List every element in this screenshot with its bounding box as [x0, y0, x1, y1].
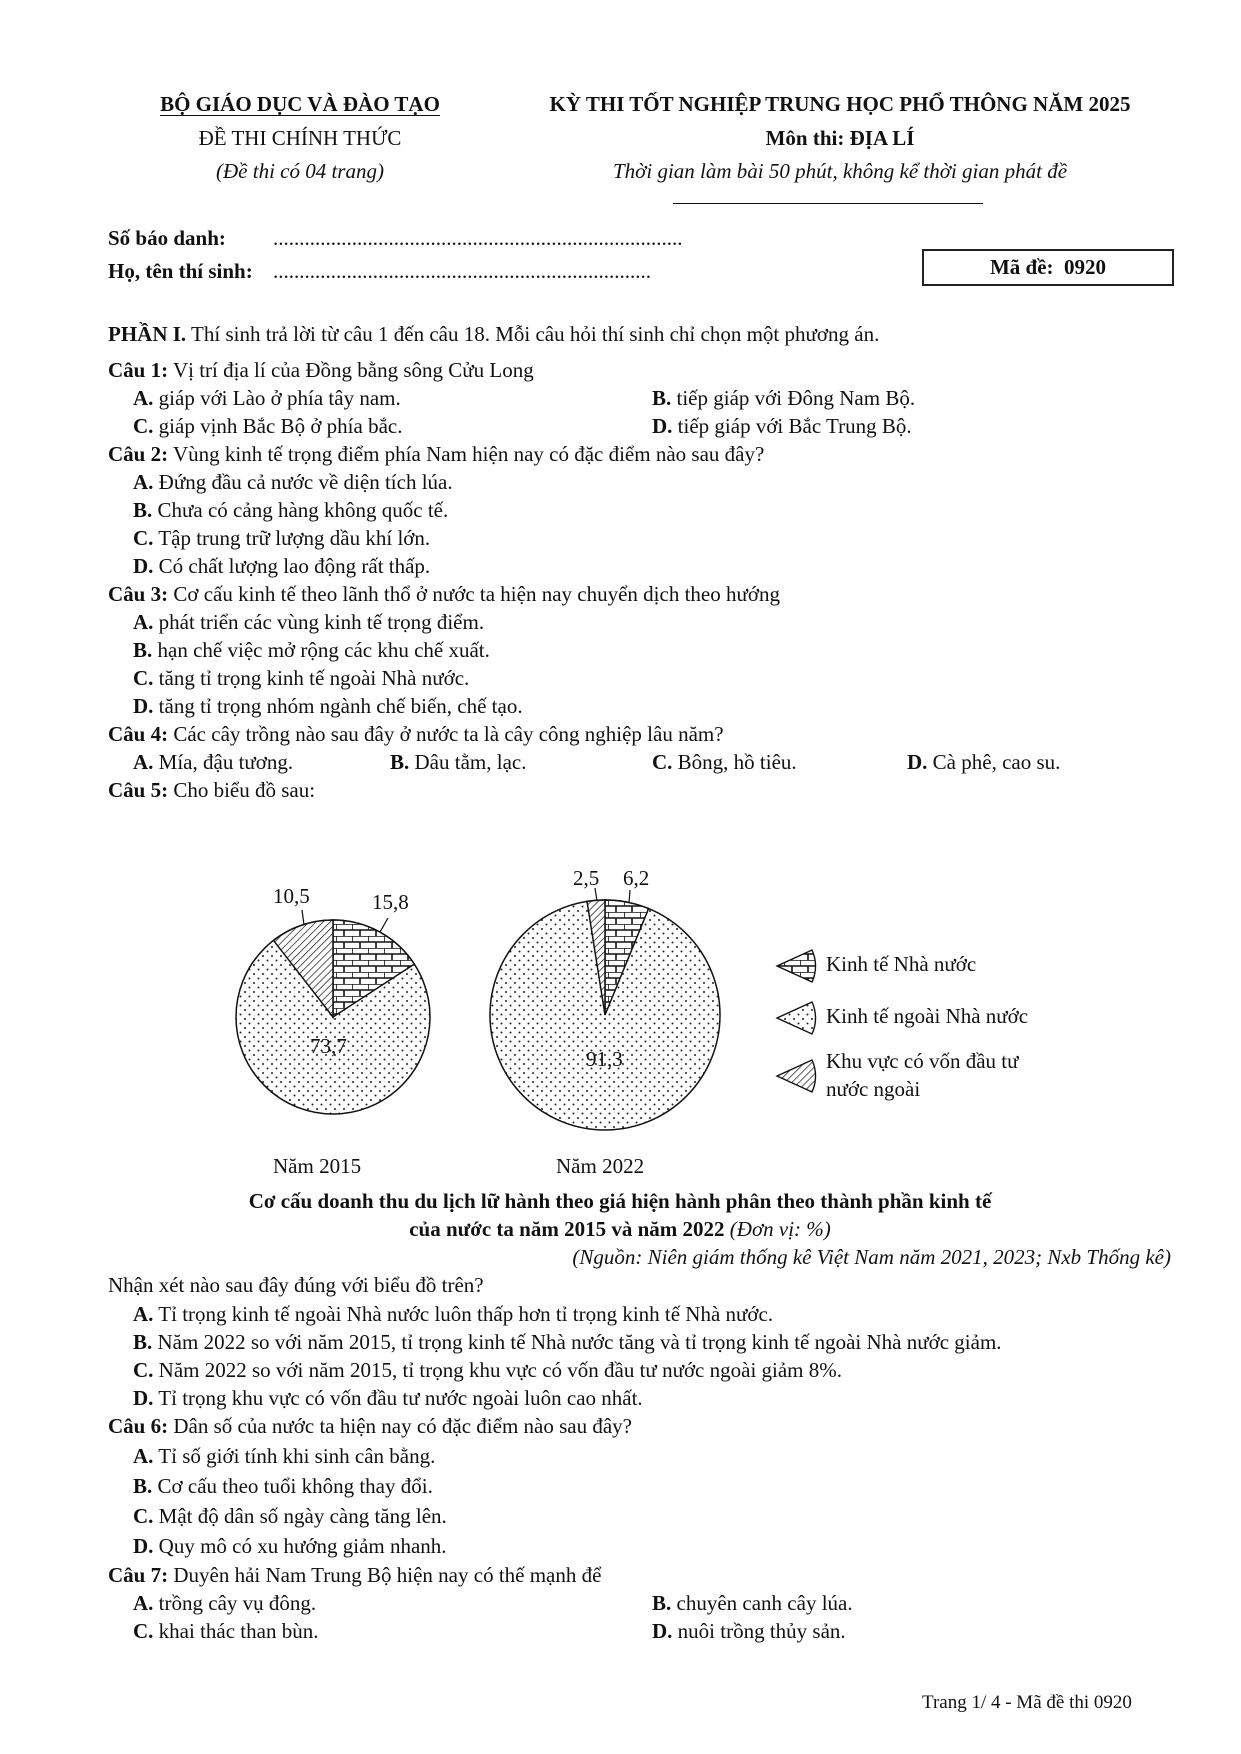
- exam-code-label: Mã đề:: [989, 255, 1054, 279]
- question-5: Câu 5: Cho biểu đồ sau:: [108, 778, 316, 802]
- pages-note: (Đề thi có 04 trang): [216, 159, 384, 183]
- question-3: Câu 3: Cơ cấu kinh tế theo lãnh thổ ở nước ta hiện nay chuyển dịch theo hướng: [108, 582, 780, 606]
- q7-option-d[interactable]: D. nuôi trồng thủy sản.: [652, 1619, 846, 1643]
- q4-option-b[interactable]: B. Dâu tằm, lạc.: [390, 750, 527, 774]
- candidate-name-label: Họ, tên thí sinh:: [108, 259, 253, 283]
- part1-instruction: PHẦN I. Thí sinh trả lời từ câu 1 đến câu 18. Mỗi câu hỏi thí sinh chỉ chọn một phương án.: [108, 322, 880, 346]
- label-2022-non-state: 91,3: [586, 1047, 623, 1071]
- q5-option-b[interactable]: B. Năm 2022 so với năm 2015, tỉ trọng kinh tế Nhà nước tăng và tỉ trọng kinh tế ngoài Nhà nước giảm.: [133, 1330, 1002, 1354]
- q4-option-c[interactable]: C. Bông, hồ tiêu.: [652, 750, 797, 774]
- q1-option-d[interactable]: D. tiếp giáp với Bắc Trung Bộ.: [652, 414, 912, 438]
- official-label: ĐỀ THI CHÍNH THỨC: [198, 126, 402, 150]
- exam-title: KỲ THI TỐT NGHIỆP TRUNG HỌC PHỔ THÔNG NĂM 2025: [549, 92, 1131, 116]
- legend-fdi-label-2: nước ngoài: [826, 1077, 921, 1101]
- question-2: Câu 2: Vùng kinh tế trọng điểm phía Nam hiện nay có đặc điểm nào sau đây?: [108, 442, 765, 466]
- pie-2015-caption: Năm 2015: [273, 1154, 362, 1178]
- label-2022-state: 6,2: [623, 866, 650, 890]
- legend-fdi-icon: [777, 1060, 816, 1092]
- q3-option-b[interactable]: B. hạn chế việc mở rộng các khu chế xuất.: [133, 638, 490, 662]
- q7-option-c[interactable]: C. khai thác than bùn.: [133, 1619, 319, 1643]
- time-note: Thời gian làm bài 50 phút, không kể thời gian phát đề: [612, 159, 1068, 183]
- q3-option-d[interactable]: D. tăng tỉ trọng nhóm ngành chế biến, chế tạo.: [133, 694, 523, 718]
- q1-option-c[interactable]: C. giáp vịnh Bắc Bộ ở phía bắc.: [133, 414, 403, 438]
- q4-option-d[interactable]: D. Cà phê, cao su.: [907, 750, 1061, 774]
- page-footer: Trang 1/ 4 - Mã đề thi 0920: [922, 1692, 1132, 1713]
- question-7: Câu 7: Duyên hải Nam Trung Bộ hiện nay có thế mạnh để: [108, 1563, 602, 1587]
- q7-option-b[interactable]: B. chuyên canh cây lúa.: [652, 1591, 853, 1615]
- label-2022-fdi: 2,5: [573, 866, 600, 890]
- q6-option-d[interactable]: D. Quy mô có xu hướng giảm nhanh.: [133, 1534, 447, 1558]
- q1-option-a[interactable]: A. giáp với Lào ở phía tây nam.: [133, 386, 401, 410]
- question-1: Câu 1: Vị trí địa lí của Đồng bằng sông Cửu Long: [108, 358, 534, 382]
- chart-title-line2: của nước ta năm 2015 và năm 2022 (Đơn vị: %): [409, 1217, 831, 1241]
- q3-option-a[interactable]: A. phát triển các vùng kinh tế trọng điểm.: [133, 610, 485, 634]
- candidate-name-field[interactable]: ........................................................................: [273, 259, 651, 283]
- q7-option-a[interactable]: A. trồng cây vụ đông.: [133, 1591, 317, 1615]
- chart-source: (Nguồn: Niên giám thống kê Việt Nam năm 2021, 2023; Nxb Thống kê): [572, 1245, 1171, 1269]
- q3-option-c[interactable]: C. tăng tỉ trọng kinh tế ngoài Nhà nước.: [133, 666, 470, 690]
- q1-option-b[interactable]: B. tiếp giáp với Đông Nam Bộ.: [652, 386, 916, 410]
- q6-option-c[interactable]: C. Mật độ dân số ngày càng tăng lên.: [133, 1504, 447, 1528]
- exam-code-value: 0920: [1064, 255, 1107, 279]
- q6-option-a[interactable]: A. Tỉ số giới tính khi sinh cân bằng.: [133, 1444, 436, 1468]
- candidate-id-field[interactable]: ..............................................................................: [273, 226, 683, 250]
- q2-option-a[interactable]: A. Đứng đầu cả nước về diện tích lúa.: [133, 470, 453, 494]
- pie-2022-caption: Năm 2022: [556, 1154, 645, 1178]
- q2-option-c[interactable]: C. Tập trung trữ lượng dầu khí lớn.: [133, 526, 431, 550]
- pie-2015: [236, 910, 430, 1114]
- label-2015-fdi: 10,5: [273, 884, 310, 908]
- q5-option-c[interactable]: C. Năm 2022 so với năm 2015, tỉ trọng khu vực có vốn đầu tư nước ngoài giảm 8%.: [133, 1358, 843, 1382]
- legend-non-state-label: Kinh tế ngoài Nhà nước: [826, 1004, 1029, 1028]
- chart-title-line1: Cơ cấu doanh thu du lịch lữ hành theo giá hiện hành phân theo thành phần kinh tế: [248, 1189, 992, 1213]
- legend-state-label: Kinh tế Nhà nước: [826, 952, 977, 976]
- label-2015-non-state: 73,7: [310, 1034, 347, 1058]
- q2-option-d[interactable]: D. Có chất lượng lao động rất thấp.: [133, 554, 431, 578]
- pie-2022: [490, 888, 720, 1130]
- q4-option-a[interactable]: A. Mía, đậu tương.: [133, 750, 294, 774]
- q6-option-b[interactable]: B. Cơ cấu theo tuổi không thay đổi.: [133, 1474, 433, 1498]
- q5-option-a[interactable]: A. Tỉ trọng kinh tế ngoài Nhà nước luôn thấp hơn tỉ trọng kinh tế Nhà nước.: [133, 1302, 774, 1326]
- candidate-id-label: Số báo danh:: [108, 226, 226, 250]
- label-2015-state: 15,8: [372, 890, 409, 914]
- legend-fdi-label-1: Khu vực có vốn đầu tư: [826, 1049, 1019, 1073]
- legend-state-icon: [777, 950, 816, 982]
- q2-option-b[interactable]: B. Chưa có cảng hàng không quốc tế.: [133, 498, 449, 522]
- question-4: Câu 4: Các cây trồng nào sau đây ở nước ta là cây công nghiệp lâu năm?: [108, 722, 724, 746]
- q5-option-d[interactable]: D. Tỉ trọng khu vực có vốn đầu tư nước ngoài luôn cao nhất.: [133, 1386, 643, 1410]
- subject: Môn thi: ĐỊA LÍ: [765, 126, 915, 150]
- legend-non-state-icon: [777, 1002, 816, 1034]
- question-6: Câu 6: Dân số của nước ta hiện nay có đặc điểm nào sau đây?: [108, 1414, 632, 1438]
- ministry-name: BỘ GIÁO DỤC VÀ ĐÀO TẠO: [160, 92, 440, 116]
- q5-prompt: Nhận xét nào sau đây đúng với biểu đồ trên?: [108, 1273, 484, 1297]
